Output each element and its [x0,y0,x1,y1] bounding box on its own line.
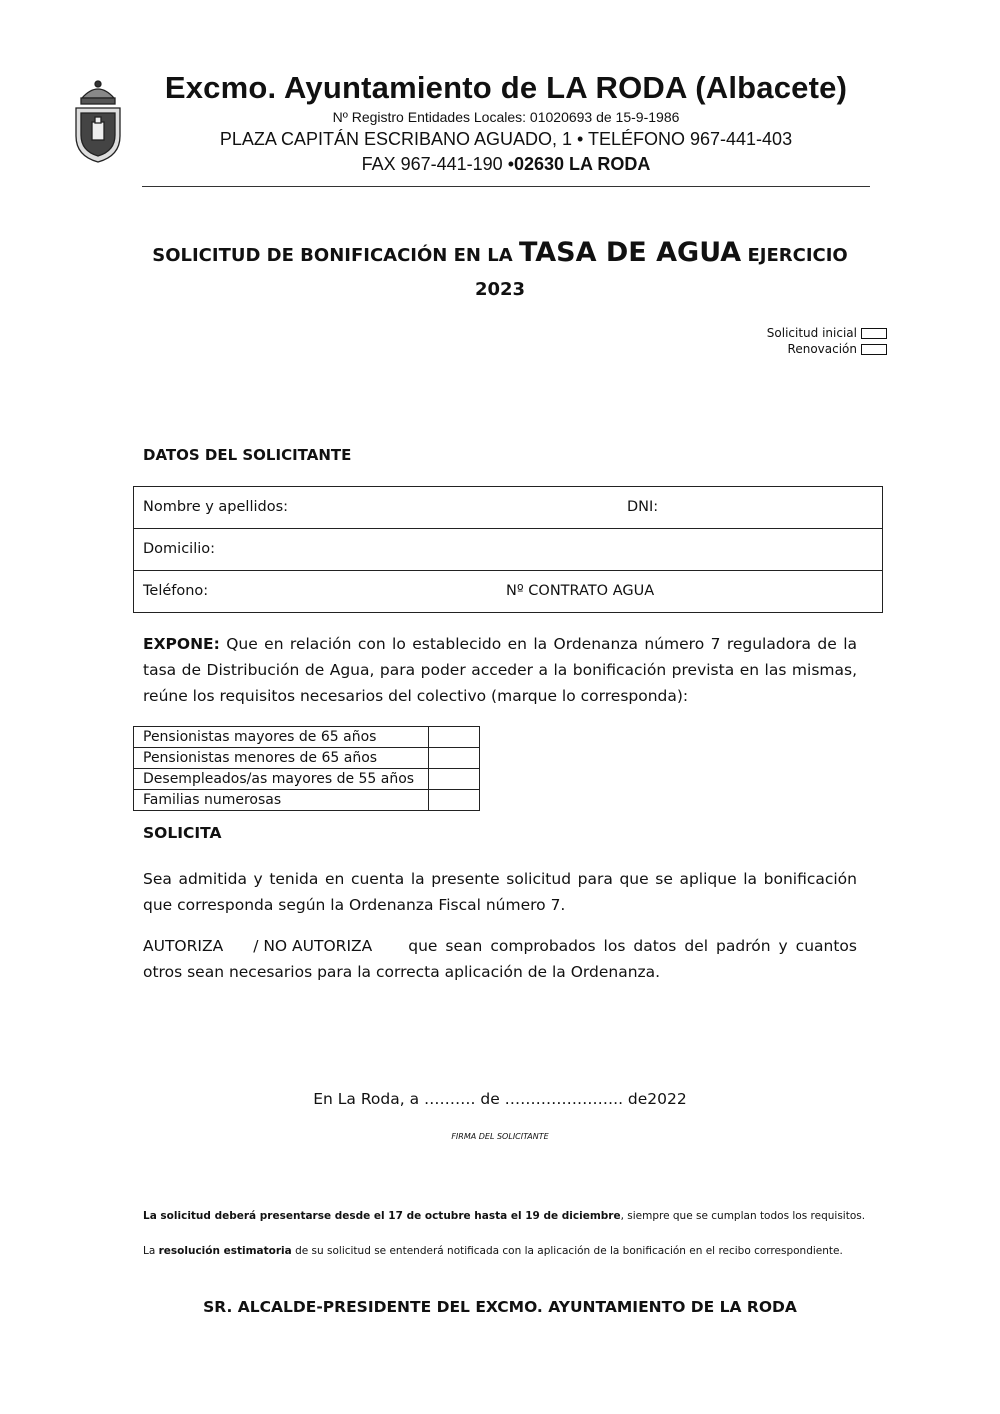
postal-code: 02630 LA RODA [514,154,651,174]
deadline-bold: La solicitud deberá presentarse desde el 17 de octubre hasta el 19 de diciembre [143,1210,621,1222]
document-title [120,236,880,307]
table-row [134,790,480,811]
council-title: Excmo. Ayuntamiento de LA RODA (Albacete) [164,70,848,105]
title-part-1: SOLICITUD DE BONIFICACIÓN EN LA [152,245,519,266]
checkbox-square[interactable] [861,328,887,339]
signature-label: FIRMA DEL SOLICITANTE [451,1132,549,1141]
autoriza-text: que sean comprobados los datos del padrón y cuantos otros sean necesarios para la correcta aplicación de la Ordenanza. [143,937,857,981]
resolution-pre: La [143,1245,159,1257]
field-label-telefono: Teléfono: [143,583,209,599]
field-label-nombre: Nombre y apellidos: [143,499,289,515]
colectivo-label: Pensionistas menores de 65 años [134,748,429,769]
resolution-rest: de su solicitud se entenderá notificada con la aplicación de la bonificación en el recibo correspondiente. [291,1245,843,1257]
fax-number: FAX 967-441-190 • [361,154,514,174]
colectivo-checkbox[interactable] [429,727,480,748]
address-line: PLAZA CAPITÁN ESCRIBANO AGUADO, 1 • TELÉFONO 967-441-403 [219,129,793,149]
colectivo-table [133,726,480,811]
title-highlight: TASA DE AGUA [518,237,742,268]
expone-label: EXPONE: [143,635,220,653]
table-row [134,727,480,748]
table-row [134,748,480,769]
registry-number: Nº Registro Entidades Locales: 01020693 de 15-9-1986 [332,109,680,125]
resolution-note [143,1245,843,1257]
date-line: En La Roda, a ………. de ………………….. de2022 [313,1090,687,1108]
header-divider [142,186,870,187]
checkbox-label: Renovación [787,342,857,356]
checkbox-square[interactable] [861,344,887,355]
expone-text: Que en relación con lo establecido en la Ordenanza número 7 reguladora de la tasa de Distribución de Agua, para poder acceder a la bonificación prevista en las mismas, reúne los requisitos necesarios del colectivo (marque lo corresponda): [143,635,857,705]
option-autoriza[interactable]: AUTORIZA [143,937,224,955]
checkbox-renovacion[interactable] [788,342,887,356]
section-heading-datos: DATOS DEL SOLICITANTE [143,446,352,464]
coat-of-arms-logo [72,78,124,164]
colectivo-label: Desempleados/as mayores de 55 años [134,769,429,790]
colectivo-label: Familias numerosas [134,790,429,811]
applicant-table [133,486,883,613]
colectivo-label: Pensionistas mayores de 65 años [134,727,429,748]
autoriza-paragraph [143,933,857,985]
deadline-note [143,1210,865,1222]
colectivo-checkbox[interactable] [429,769,480,790]
table-row [134,769,480,790]
applicant-row-domicilio[interactable] [134,529,882,571]
field-label-dni: DNI: [627,499,659,515]
solicita-paragraph: Sea admitida y tenida en cuenta la presente solicitud para que se aplique la bonificación que corresponda según la Ordenanza Fiscal número 7. [143,870,857,914]
deadline-rest: , siempre que se cumplan todos los requisitos. [620,1210,866,1222]
field-label-contrato: Nº CONTRATO AGUA [506,583,655,599]
resolution-bold: resolución estimatoria [158,1245,292,1257]
addressee: SR. ALCALDE-PRESIDENTE DEL EXCMO. AYUNTAMIENTO DE LA RODA [203,1298,797,1316]
checkbox-solicitud-inicial[interactable] [767,326,887,340]
fax-line [140,154,872,175]
applicant-row-telefono[interactable] [134,571,882,612]
checkbox-label: Solicitud inicial [766,326,857,340]
expone-paragraph [143,631,857,709]
section-heading-solicita: SOLICITA [143,824,222,842]
applicant-row-nombre[interactable] [134,487,882,529]
title-year: 2023 [474,279,526,300]
title-part-3: EJERCICIO [741,245,848,266]
colectivo-checkbox[interactable] [429,748,480,769]
field-label-domicilio: Domicilio: [143,541,216,557]
colectivo-checkbox[interactable] [429,790,480,811]
option-no-autoriza[interactable]: / NO AUTORIZA [253,937,373,955]
